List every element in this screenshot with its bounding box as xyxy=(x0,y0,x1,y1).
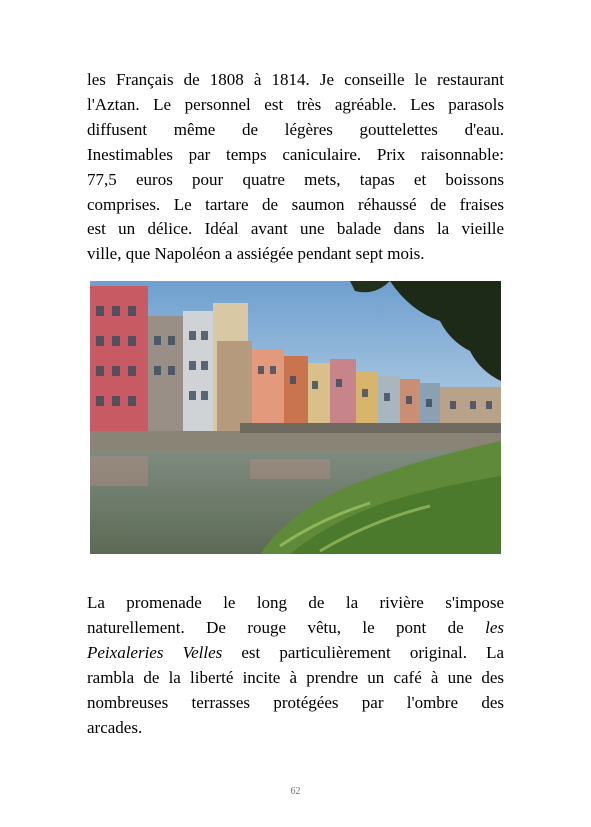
river-houses-photo xyxy=(90,281,501,554)
text-line: 77,5 euros pour quatre mets, tapas et boissons xyxy=(87,169,504,189)
text-fragment: est particulièrement original. La xyxy=(241,642,504,662)
text-line: Inestimables par temps caniculaire. Prix raisonnable: xyxy=(87,144,504,164)
text-line: diffusent même de légères gouttelettes d'eau. xyxy=(87,119,504,139)
text-line: nombreuses terrasses protégées par l'ombre des xyxy=(87,692,504,712)
paragraph-bottom xyxy=(87,591,504,740)
text-line: rambla de la liberté incite à prendre un café à une des xyxy=(87,667,504,687)
paragraph-top xyxy=(87,68,504,267)
text-line xyxy=(87,641,504,666)
text-line: l'Aztan. Le personnel est très agréable. Les parasols xyxy=(87,94,504,114)
page-number: 62 xyxy=(290,786,301,797)
text-fragment: naturellement. De rouge vêtu, le pont de xyxy=(87,617,464,637)
italic-text: les xyxy=(485,617,505,637)
text-line: ville, que Napoléon a assiégée pendant sept mois. xyxy=(87,244,425,264)
text-line: les Français de 1808 à 1814. Je conseille le restaurant xyxy=(87,70,504,89)
italic-text: Peixaleries Velles xyxy=(87,642,223,662)
text-line: La promenade le long de la rivière s'impose xyxy=(87,593,504,612)
text-line xyxy=(87,616,504,641)
text-line: est un délice. Idéal avant une balade dans la vieille xyxy=(87,219,504,239)
text-line: comprises. Le tartare de saumon réhaussé de fraises xyxy=(87,194,504,214)
text-line: arcades. xyxy=(87,717,143,737)
